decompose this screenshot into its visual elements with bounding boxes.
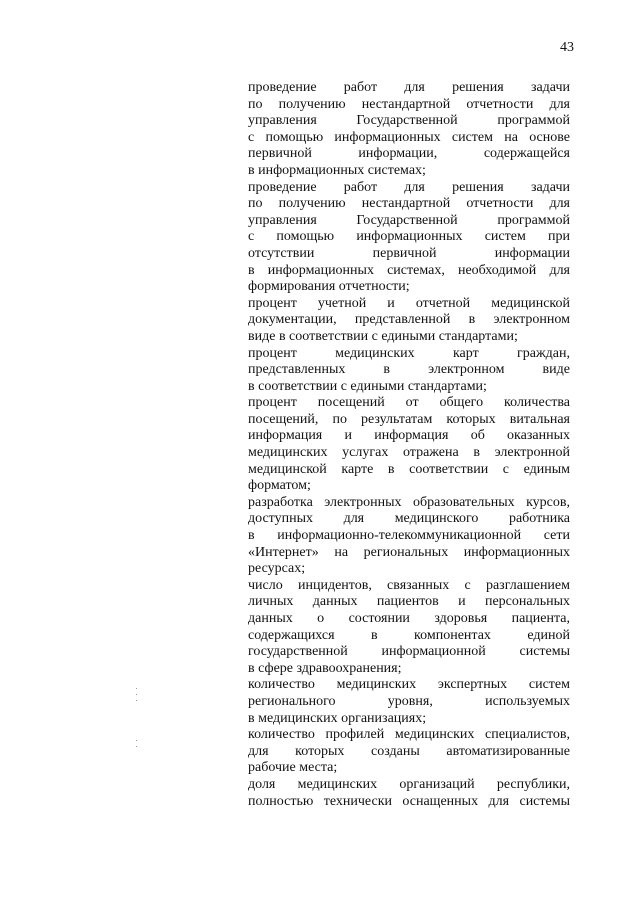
text-line: количество медицинских экспертных систем — [248, 677, 570, 693]
text-line: управления Государственной программой — [248, 212, 570, 228]
text-line: в информационных системах; — [248, 162, 426, 178]
text-line: проведение работ для решения задачи — [248, 80, 570, 95]
text-line: первичной информации, содержащейся — [248, 146, 570, 162]
text-line: процент посещений от общего количества — [248, 395, 570, 411]
text-line: регионального уровня, используемых — [248, 693, 570, 709]
text-line: в сфере здравоохранения; — [248, 660, 402, 676]
scan-speck — [136, 688, 137, 689]
paragraph — [248, 180, 570, 296]
text-line: разработка электронных образовательных курсов, — [248, 494, 570, 510]
document-body — [248, 80, 570, 810]
text-line: документации, представленной в электронном — [248, 312, 570, 328]
text-line: количество профилей медицинских специалистов, — [248, 727, 570, 743]
text-line: государственной информационной системы — [248, 644, 570, 660]
text-line: в медицинских организациях; — [248, 710, 427, 726]
paragraph — [248, 346, 570, 396]
text-line: в информационных системах, необходимой для — [248, 262, 570, 278]
text-line: информация и информация об оказанных — [248, 428, 570, 444]
text-line: посещений, по результатам которых витальная — [248, 411, 570, 427]
text-line: с помощью информационных систем на основе — [248, 129, 570, 145]
text-line: медицинской карте в соответствии с единым — [248, 461, 570, 477]
paragraph — [248, 777, 570, 810]
text-line: проведение работ для решения задачи — [248, 179, 570, 195]
scan-speck — [136, 746, 137, 747]
paragraph — [248, 80, 570, 180]
text-line: содержащихся в компонентах единой — [248, 627, 570, 643]
text-line: личных данных пациентов и персональных — [248, 594, 570, 610]
text-line: представленных в электронном виде — [248, 362, 570, 378]
text-line: форматом; — [248, 478, 311, 494]
text-line: управления Государственной программой — [248, 113, 570, 129]
text-line: в соответствии с едиными стандартами; — [248, 378, 487, 394]
page-number: 43 — [560, 40, 574, 55]
text-line: доступных для медицинского работника — [248, 511, 570, 527]
text-line: процент учетной и отчетной медицинской — [248, 295, 570, 311]
text-line: данных о состоянии здоровья пациента, — [248, 611, 570, 626]
text-line: по получению нестандартной отчетности для — [248, 196, 570, 212]
text-line: число инцидентов, связанных с разглашением — [248, 577, 570, 593]
paragraph — [248, 395, 570, 495]
paragraph — [248, 296, 570, 346]
text-line: в информационно-телекоммуникационной сети — [248, 528, 570, 544]
text-line: доля медицинских организаций республики, — [248, 776, 570, 792]
paragraph — [248, 727, 570, 777]
text-line: «Интернет» на региональных информационных — [248, 544, 570, 560]
text-line: для которых созданы автоматизированные — [248, 743, 570, 759]
paragraph — [248, 677, 570, 727]
text-line: медицинских услугах отражена в электронной — [248, 445, 570, 461]
text-line: отсутствии первичной информации — [248, 245, 570, 261]
text-line: процент медицинских карт граждан, — [248, 345, 570, 361]
text-line: формирования отчетности; — [248, 279, 410, 295]
text-line: с помощью информационных систем при — [248, 229, 570, 245]
text-line: по получению нестандартной отчетности для — [248, 96, 570, 112]
text-line: ресурсах; — [248, 561, 306, 577]
scan-speck — [136, 694, 137, 695]
scan-speck — [136, 700, 137, 701]
scan-speck — [136, 740, 137, 741]
text-line: рабочие места; — [248, 760, 338, 776]
paragraph — [248, 578, 570, 678]
text-line: виде в соответствии с едиными стандартами; — [248, 328, 518, 344]
text-line: полностью технически оснащенных для системы — [248, 793, 570, 809]
paragraph — [248, 495, 570, 578]
